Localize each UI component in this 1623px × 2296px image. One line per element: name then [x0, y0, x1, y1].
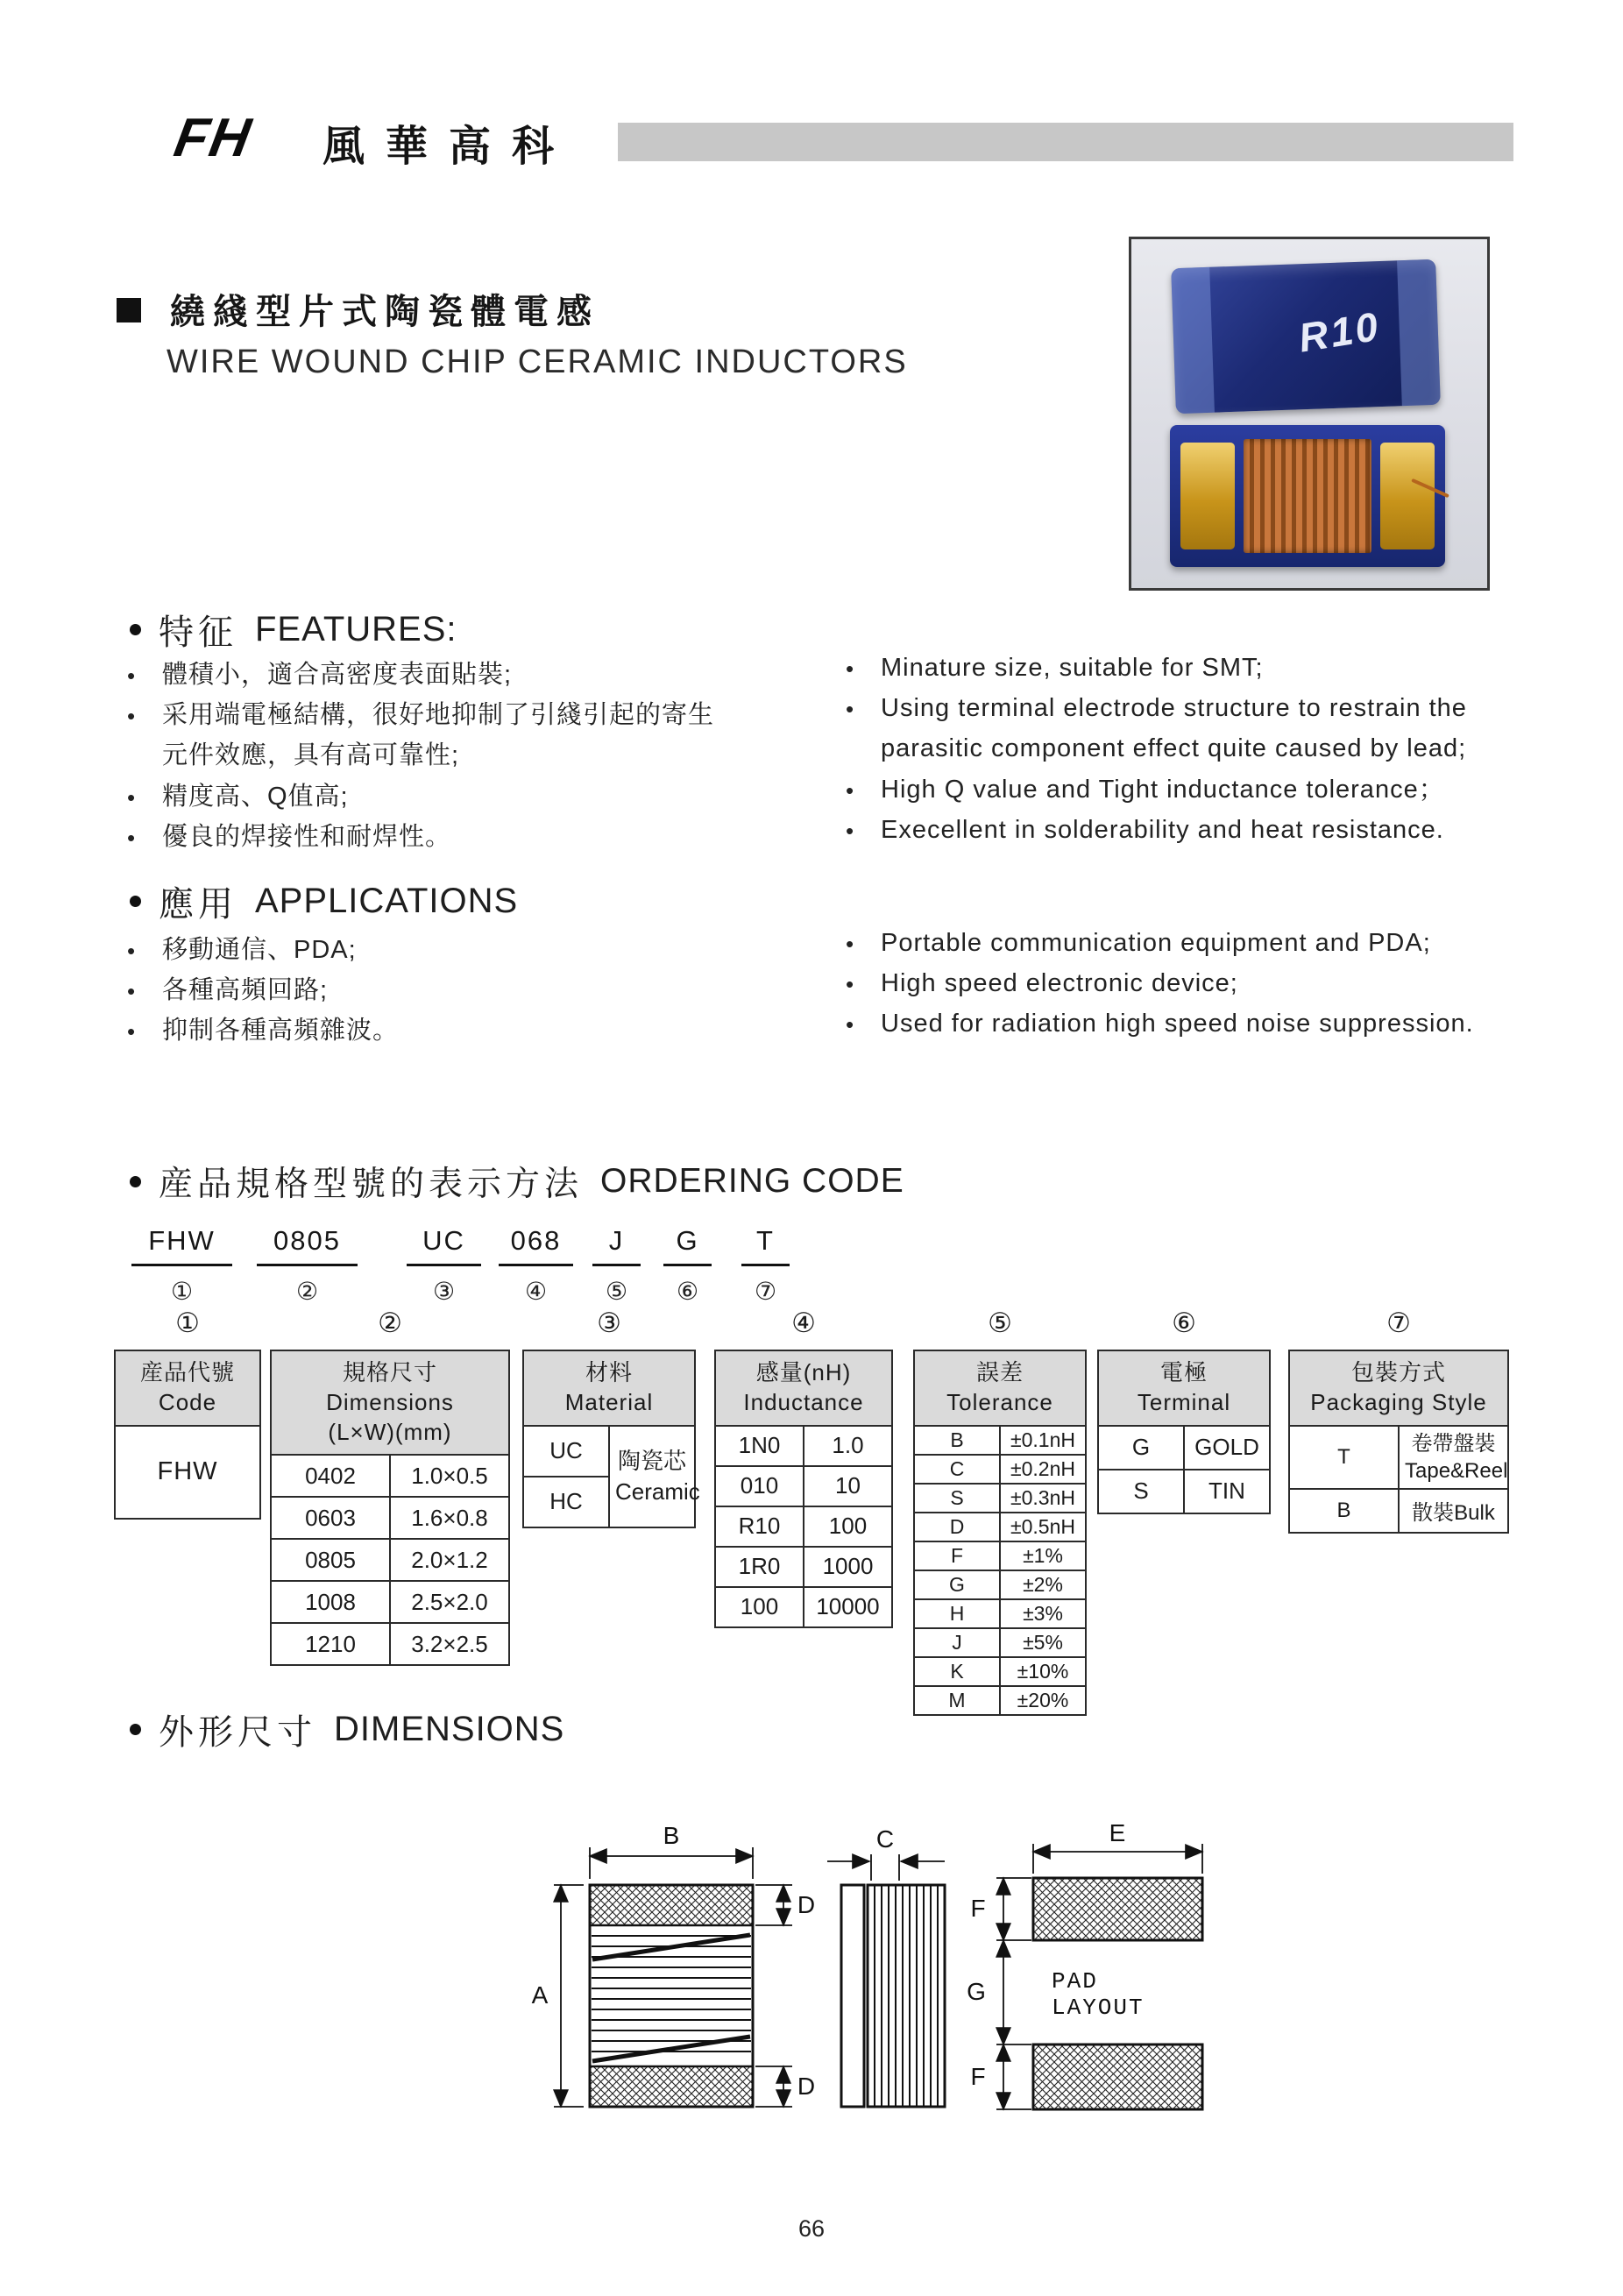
table-cell: C: [914, 1455, 1000, 1484]
list-item: • 各種高頻回路;: [127, 976, 329, 1005]
terminal-table: [1097, 1350, 1271, 1514]
ordering-group-dimensions: [270, 1307, 510, 1666]
table-cell: 1210: [271, 1623, 390, 1665]
bullet-icon: [130, 1724, 141, 1735]
table-header-zh: 感量(nH): [755, 1359, 852, 1385]
table-cell: 卷帶盤裝 Tape&Reel: [1399, 1426, 1508, 1489]
table-cell: 1N0: [715, 1426, 804, 1466]
bullet-icon: •: [846, 971, 854, 998]
list-item: • Execellent in solderability and heat resistance.: [846, 815, 1444, 844]
applications-heading-zh: 應用: [159, 885, 237, 924]
dimensions-table: [270, 1350, 510, 1666]
chip-terminal-right: [1397, 259, 1441, 406]
dim-label-a: A: [531, 1981, 549, 2009]
table-cell: K: [914, 1657, 1000, 1686]
dimensions-drawing: [526, 1802, 1253, 2152]
brand-name: 風華高科: [322, 124, 576, 170]
applications-heading: [130, 876, 518, 926]
company-logo: FH: [169, 108, 257, 168]
table-cell: 2.0×1.2: [390, 1539, 509, 1581]
list-item: 元件效應，具有高可靠性;: [162, 741, 460, 770]
code-part: FHW ①: [131, 1225, 232, 1306]
table-cell: 3.2×2.5: [390, 1623, 509, 1665]
table-header-en: Tolerance: [946, 1388, 1053, 1415]
table-cell: ±10%: [1000, 1657, 1086, 1686]
bullet-icon: •: [846, 776, 854, 804]
page-title-en: WIRE WOUND CHIP CERAMIC INDUCTORS: [167, 344, 908, 380]
front-view: [590, 1885, 753, 2107]
inductor-top-view: [1171, 259, 1441, 414]
group-index: ③: [597, 1307, 621, 1338]
table-cell: 0603: [271, 1497, 390, 1539]
dim-label-g: G: [967, 1978, 986, 2005]
code-part: J ⑤: [592, 1225, 641, 1306]
code-part: 068 ④: [499, 1225, 573, 1306]
bullet-icon: [130, 624, 141, 635]
packaging-table: [1288, 1350, 1509, 1534]
dim-label-b: B: [663, 1822, 680, 1849]
table-cell: 陶瓷芯 Ceramic: [609, 1426, 695, 1527]
table-cell: 0402: [271, 1455, 390, 1497]
code-table: [114, 1350, 261, 1520]
table-cell: ±3%: [1000, 1599, 1086, 1628]
list-item: • Using terminal electrode structure to restrain the: [846, 694, 1467, 723]
table-cell: ±20%: [1000, 1686, 1086, 1715]
dim-label-d-bottom: D: [797, 2073, 816, 2100]
dimension-lines-c: [827, 1854, 945, 1881]
dim-label-c: C: [875, 1825, 895, 1853]
table-cell: ±2%: [1000, 1570, 1086, 1599]
table-header-en: Terminal: [1137, 1388, 1231, 1415]
table-cell: 10000: [804, 1587, 892, 1627]
table-cell: 100: [715, 1587, 804, 1627]
table-cell: B: [1289, 1489, 1399, 1533]
code-part: T ⑦: [741, 1225, 790, 1306]
group-index: ②: [378, 1307, 402, 1338]
bullet-icon: •: [846, 655, 854, 682]
list-item: • 抑制各種高頻雜波。: [127, 1017, 400, 1045]
table-header-zh: 包裝方式: [1350, 1359, 1446, 1385]
table-cell: 100: [804, 1506, 892, 1547]
gold-pad-left: [1180, 443, 1235, 549]
group-index: ⑦: [1386, 1307, 1411, 1338]
ordering-code-heading: [130, 1157, 904, 1206]
list-item: • High Q value and Tight inductance tolerance；: [846, 775, 1445, 804]
list-item: • High speed electronic device;: [846, 969, 1238, 998]
side-view: [841, 1885, 945, 2107]
dim-label-f-bottom: F: [970, 2063, 986, 2090]
section-square-icon: [117, 298, 141, 322]
table-header-en: Code: [158, 1388, 217, 1415]
table-cell: M: [914, 1686, 1000, 1715]
table-cell: 散裝Bulk: [1399, 1489, 1508, 1533]
gold-pad-right: [1380, 443, 1435, 549]
features-en-list: [846, 655, 1547, 858]
ordering-group-tolerance: [913, 1307, 1087, 1716]
table-cell: 1.6×0.8: [390, 1497, 509, 1539]
table-cell: S: [1098, 1470, 1184, 1513]
bullet-icon: •: [846, 1011, 854, 1038]
ordering-heading-en: ORDERING CODE: [600, 1162, 904, 1200]
table-cell: B: [914, 1426, 1000, 1455]
table-cell: UC: [523, 1426, 609, 1477]
dimensions-heading-en: DIMENSIONS: [334, 1710, 565, 1748]
applications-zh-list: [127, 938, 741, 1059]
bullet-icon: •: [127, 783, 136, 811]
code-part: 0805 ②: [257, 1225, 358, 1306]
dim-label-d-top: D: [797, 1891, 816, 1918]
features-zh-list: [127, 663, 854, 865]
ordering-group-inductance: [714, 1307, 893, 1628]
table-header-zh: 電極: [1159, 1359, 1208, 1385]
bullet-icon: [130, 1176, 141, 1187]
group-index: ④: [791, 1307, 816, 1338]
copper-coil: [1244, 439, 1371, 553]
bullet-icon: •: [846, 931, 854, 957]
bullet-icon: •: [127, 978, 136, 1005]
table-header-en: Dimensions: [326, 1388, 454, 1415]
table-header-zh: 誤差: [975, 1359, 1024, 1385]
pad-layout-label-line2: LAYOUT: [1052, 1995, 1145, 2021]
table-cell: 1000: [804, 1547, 892, 1587]
page-title-zh: 繞綫型片式陶瓷體電感: [170, 293, 599, 331]
group-index: ⑤: [988, 1307, 1012, 1338]
table-cell: F: [914, 1541, 1000, 1570]
list-item: • 優良的焊接性和耐焊性。: [127, 822, 452, 851]
bullet-icon: •: [127, 1018, 136, 1045]
table-cell: ±0.3nH: [1000, 1484, 1086, 1513]
table-cell: 1R0: [715, 1547, 804, 1587]
material-table: [522, 1350, 700, 1528]
table-cell: ±0.2nH: [1000, 1455, 1086, 1484]
group-index: ⑥: [1172, 1307, 1196, 1338]
table-cell: 1.0: [804, 1426, 892, 1466]
bullet-icon: •: [846, 696, 854, 723]
bullet-icon: •: [127, 938, 136, 964]
applications-heading-en: APPLICATIONS: [255, 882, 519, 920]
table-cell: 2.5×2.0: [390, 1581, 509, 1623]
table-cell: ±0.1nH: [1000, 1426, 1086, 1455]
list-item: • Used for radiation high speed noise suppression.: [846, 1010, 1474, 1038]
list-item: parasitic component effect quite caused by lead;: [881, 734, 1467, 763]
table-header-zh: 材料: [585, 1359, 633, 1385]
list-item: • Portable communication equipment and PDA;: [846, 929, 1431, 957]
list-item: • Minature size, suitable for SMT;: [846, 654, 1264, 682]
ordering-group-packaging: [1288, 1307, 1509, 1534]
list-item: • 精度高、Q值高;: [127, 782, 349, 811]
bullet-icon: •: [846, 817, 854, 844]
inductor-bottom-view: [1170, 425, 1445, 567]
table-header-zh: 規格尺寸: [342, 1359, 437, 1385]
product-photo: [1129, 237, 1490, 591]
table-cell: S: [914, 1484, 1000, 1513]
table-header-en: Packaging Style: [1310, 1388, 1487, 1415]
table-cell: 1008: [271, 1581, 390, 1623]
group-index: ①: [175, 1307, 200, 1338]
table-header-en: Material: [564, 1388, 654, 1415]
table-cell: G: [914, 1570, 1000, 1599]
bullet-icon: [130, 896, 141, 907]
bullet-icon: •: [127, 703, 136, 730]
chip-terminal-left: [1171, 267, 1215, 414]
inductance-table: [714, 1350, 893, 1628]
table-cell: TIN: [1184, 1470, 1270, 1513]
ordering-heading-zh: 産品規格型號的表示方法: [159, 1166, 584, 1203]
header-bar: [618, 123, 1513, 161]
list-item: • 移動通信、PDA;: [127, 936, 357, 964]
features-heading-en: FEATURES:: [255, 610, 457, 648]
table-cell: R10: [715, 1506, 804, 1547]
bullet-icon: •: [127, 663, 136, 689]
list-item: • 采用端電極結構，很好地抑制了引綫引起的寄生: [127, 701, 715, 730]
applications-en-list: [846, 931, 1564, 1052]
table-cell: G: [1098, 1426, 1184, 1470]
table-cell: 010: [715, 1466, 804, 1506]
table-cell: ±1%: [1000, 1541, 1086, 1570]
ordering-code-example: [131, 1225, 790, 1306]
table-cell: 10: [804, 1466, 892, 1506]
dimensions-heading-zh: 外形尺寸: [159, 1713, 316, 1752]
table-cell: HC: [523, 1477, 609, 1527]
ordering-group-terminal: [1097, 1307, 1271, 1514]
table-cell: D: [914, 1513, 1000, 1541]
code-part: G ⑥: [663, 1225, 712, 1306]
dim-label-f-top: F: [970, 1895, 986, 1922]
dimensions-heading: [130, 1704, 564, 1754]
table-cell: J: [914, 1628, 1000, 1657]
chip-marking: R10: [1294, 302, 1384, 361]
ordering-group-code: [114, 1307, 261, 1520]
table-cell: GOLD: [1184, 1426, 1270, 1470]
table-cell: 0805: [271, 1539, 390, 1581]
table-cell: FHW: [115, 1426, 260, 1519]
page-number: 66: [797, 2215, 826, 2242]
pad-layout-label-line1: PAD: [1052, 1968, 1098, 1995]
table-cell: ±0.5nH: [1000, 1513, 1086, 1541]
dim-label-e: E: [1109, 1819, 1126, 1846]
ordering-group-material: [522, 1307, 700, 1528]
table-header-sub: (L×W)(mm): [328, 1418, 452, 1445]
bullet-icon: •: [127, 824, 136, 851]
features-heading-zh: 特征: [159, 613, 237, 652]
table-cell: T: [1289, 1426, 1399, 1489]
table-cell: ±5%: [1000, 1628, 1086, 1657]
table-cell: H: [914, 1599, 1000, 1628]
table-header-en: Inductance: [743, 1388, 864, 1415]
list-item: • 體積小，適合高密度表面貼裝;: [127, 661, 513, 689]
tolerance-table: [913, 1350, 1087, 1716]
table-header-zh: 産品代號: [139, 1359, 235, 1385]
features-heading: [130, 605, 457, 655]
code-part: UC ③: [407, 1225, 481, 1306]
table-cell: 1.0×0.5: [390, 1455, 509, 1497]
